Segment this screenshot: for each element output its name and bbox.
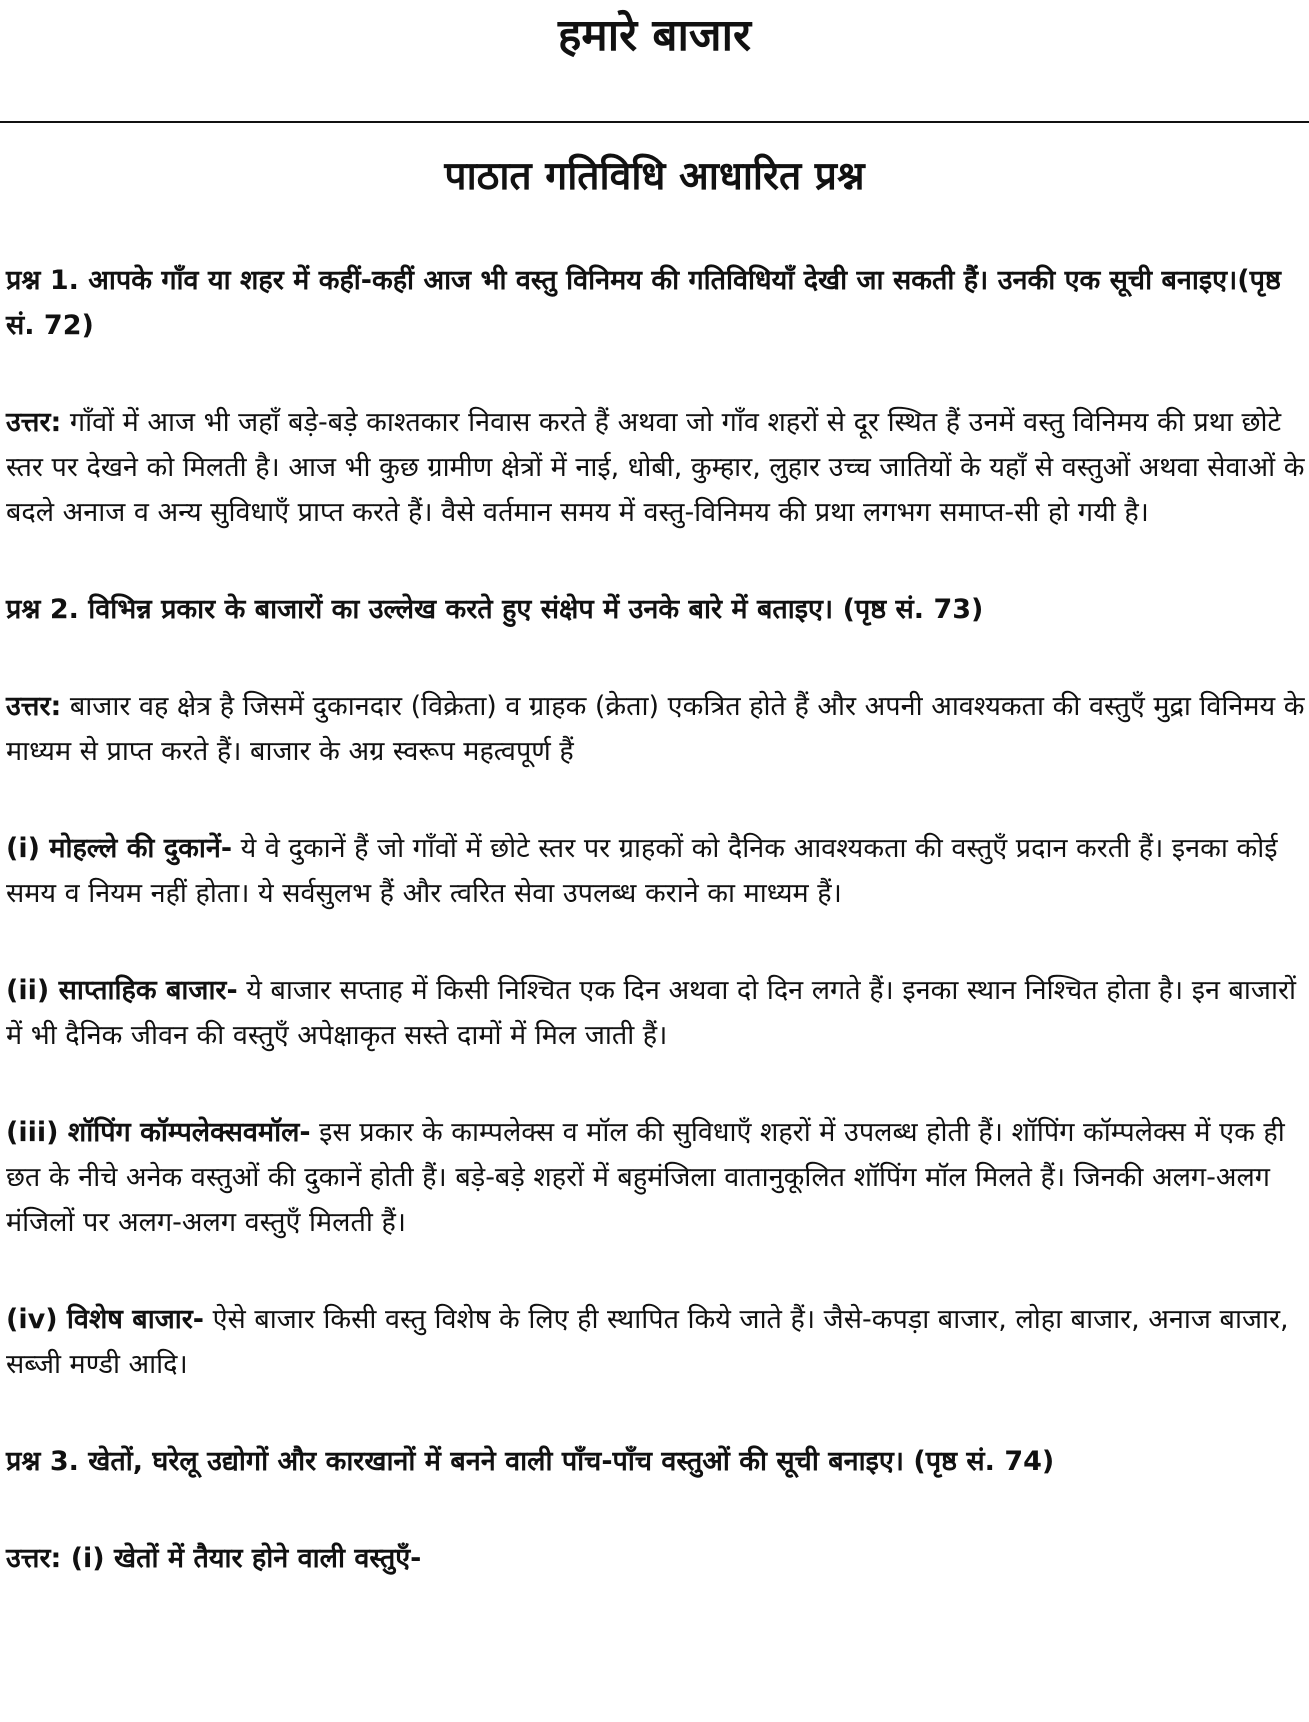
market-type-1 [6,826,1306,916]
answer-label: उत्तर: [6,1543,62,1574]
question-2: प्रश्न 2. विभिन्न प्रकार के बाजारों का उल्लेख करते हुए संक्षेप में उनके बारे में बताइए। (पृष्ठ सं. 73) [6,594,984,625]
answer-subheading: (i) खेतों में तैयार होने वाली वस्तुएँ- [61,1543,422,1574]
point-heading: (i) मोहल्ले की दुकानें- [6,833,233,864]
answer-1 [6,400,1306,535]
question-3: प्रश्न 3. खेतों, घरेलू उद्योगों और कारखानों में बनने वाली पाँच-पाँच वस्तुओं की सूची बनाइए। (पृष्ठ सं. 74) [6,1446,1055,1477]
market-type-2 [6,968,1306,1058]
answer-2 [6,684,1306,774]
market-type-3 [6,1110,1306,1245]
point-heading: (iv) विशेष बाजार- [6,1304,204,1335]
answer-3-heading [6,1536,1306,1581]
answer-text: बाजार वह क्षेत्र है जिसमें दुकानदार (विक्रेता) व ग्राहक (क्रेता) एकत्रित होते हैं और अपनी आवश्यकता की वस्तुएँ मुद्रा विनिमय के माध्यम से प्राप्त करते हैं। बाजार के अग्र स्वरूप महत्वपूर्ण हैं [6,691,1305,767]
point-heading: (iii) शॉपिंग कॉम्पलेक्सवमॉल- [6,1117,311,1148]
section-heading: पाठात गतिविधि आधारित प्रश्न [444,154,865,199]
market-type-4 [6,1297,1306,1387]
document-body [6,258,1306,1581]
point-heading: (ii) साप्ताहिक बाजार- [6,975,238,1006]
answer-text: गाँवों में आज भी जहाँ बड़े-बड़े काश्तकार निवास करते हैं अथवा जो गाँव शहरों से दूर स्थित हैं उनमें वस्तु विनिमय की प्रथा छोटे स्तर पर देखने को मिलती है। आज भी कुछ ग्रामीण क्षेत्रों में नाई, धोबी, कुम्हार, लुहार उच्च जातियों के यहाँ से वस्तुओं अथवा सेवाओं के बदले अनाज व अन्य सुविधाएँ प्राप्त करते हैं। वैसे वर्तमान समय में वस्तु-विनिमय की प्रथा लगभग समाप्त-सी हो गयी है। [6,407,1305,528]
point-text: इस प्रकार के काम्पलेक्स व मॉल की सुविधाएँ शहरों में उपलब्ध होती हैं। शॉपिंग कॉम्पलेक्स में एक ही छत के नीचे अनेक वस्तुओं की दुकानें होती हैं। बड़े-बड़े शहरों में बहुमंजिला वातानुकूलित शॉपिंग मॉल मिलते हैं। जिनकी अलग-अलग मंजिलों पर अलग-अलग वस्तुएँ मिलती हैं। [6,1117,1285,1238]
point-text: ये बाजार सप्ताह में किसी निश्चित एक दिन अथवा दो दिन लगते हैं। इनका स्थान निश्चित होता है। इन बाजारों में भी दैनिक जीवन की वस्तुएँ अपेक्षाकृत सस्ते दामों में मिल जाती हैं। [6,975,1296,1051]
point-text: ये वे दुकानें हैं जो गाँवों में छोटे स्तर पर ग्राहकों को दैनिक आवश्यकता की वस्तुएँ प्रदान करती हैं। इनका कोई समय व नियम नहीं होता। ये सर्वसुलभ हैं और त्वरित सेवा उपलब्ध कराने का माध्यम हैं। [6,833,1278,909]
point-text: ऐसे बाजार किसी वस्तु विशेष के लिए ही स्थापित किये जाते हैं। जैसे-कपड़ा बाजार, लोहा बाजार, अनाज बाजार, सब्जी मण्डी आदि। [6,1304,1289,1380]
title-divider [0,121,1309,123]
question-1: प्रश्न 1. आपके गाँव या शहर में कहीं-कहीं आज भी वस्तु विनिमय की गतिविधियाँ देखी जा सकती हैं। उनकी एक सूची बनाइए।(पृष्ठ सं. 72) [6,265,1281,341]
page-title: हमारे बाजार [558,10,751,61]
answer-label: उत्तर: [6,691,62,722]
answer-label: उत्तर: [6,407,62,438]
